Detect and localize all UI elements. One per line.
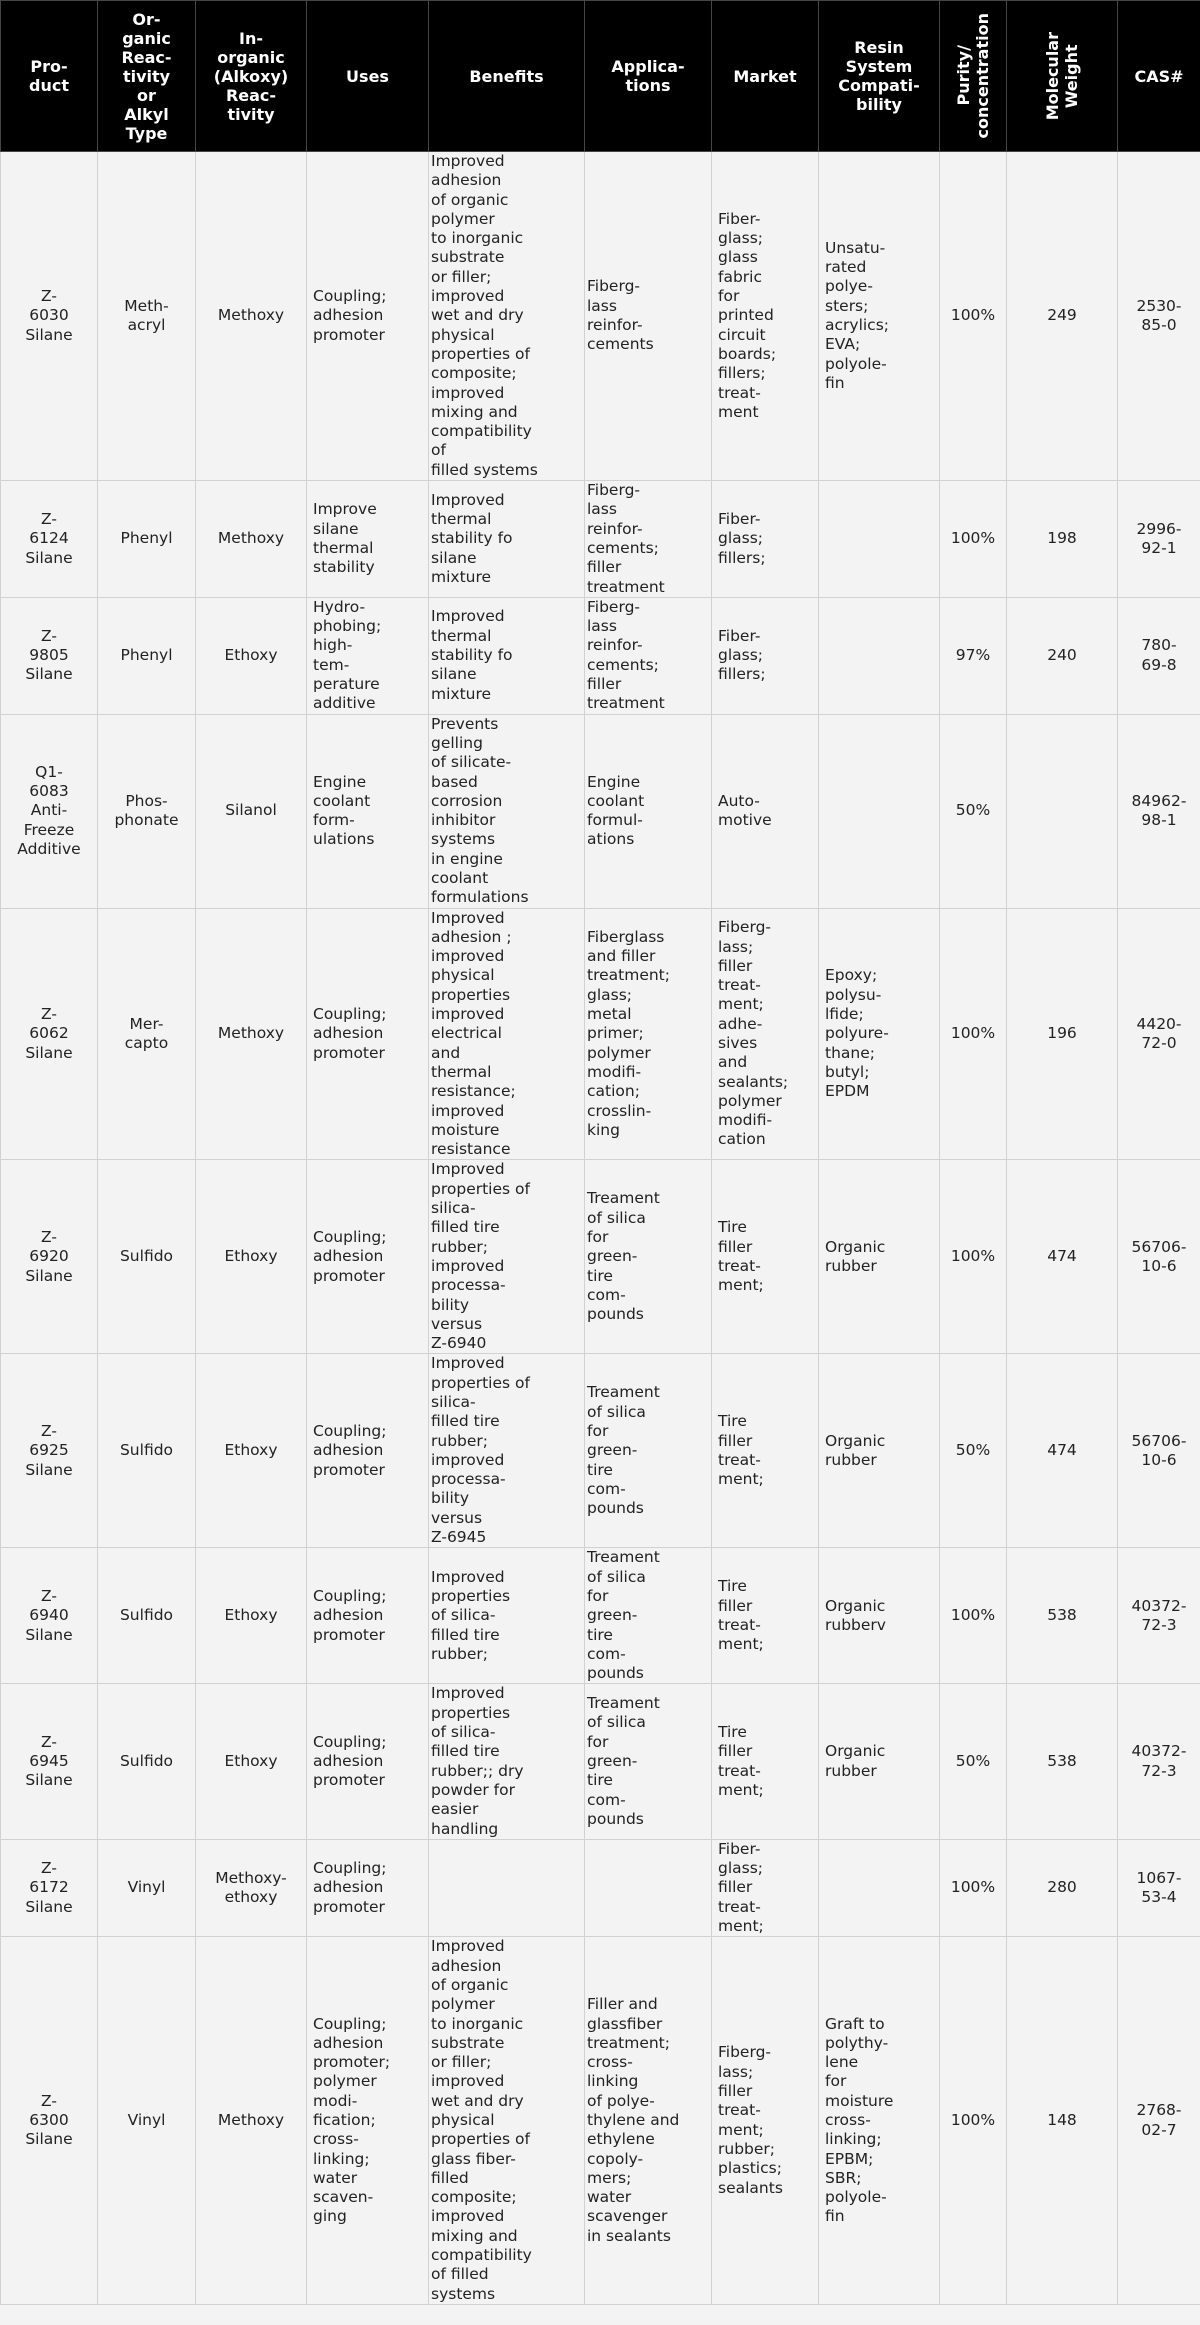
cell-resin-compatibility: Organic rubber bbox=[819, 1684, 940, 1839]
cell-benefits: Improved properties of silica- filled tire rubber;; dry powder for easier handling bbox=[429, 1684, 585, 1839]
cell-applications: Treament of silica for green- tire com- pounds bbox=[585, 1684, 712, 1839]
cell-molecular-weight: 198 bbox=[1007, 481, 1118, 598]
cell-product: Z- 6062 Silane bbox=[1, 908, 98, 1160]
cell-market: Fiber- glass; fillers; bbox=[712, 597, 819, 714]
cell-purity: 100% bbox=[940, 908, 1007, 1160]
cell-inorganic-reactivity: Methoxy- ethoxy bbox=[196, 1839, 307, 1936]
cell-inorganic-reactivity: Silanol bbox=[196, 714, 307, 908]
table-row bbox=[1, 1684, 1200, 1839]
cell-market: Tire filler treat- ment; bbox=[712, 1354, 819, 1548]
header-uses bbox=[307, 1, 429, 152]
table-row bbox=[1, 152, 1200, 481]
header-purity-label: Purity/ concentration bbox=[954, 13, 992, 139]
table-row bbox=[1, 908, 1200, 1160]
cell-resin-compatibility: Epoxy; polysu- lfide; polyure- thane; butyl; EPDM bbox=[819, 908, 940, 1160]
cell-purity: 50% bbox=[940, 714, 1007, 908]
cell-inorganic-reactivity: Ethoxy bbox=[196, 1548, 307, 1684]
cell-inorganic-reactivity: Methoxy bbox=[196, 1937, 307, 2305]
cell-molecular-weight: 474 bbox=[1007, 1354, 1118, 1548]
header-inorganic-reactivity bbox=[196, 1, 307, 152]
cell-purity: 50% bbox=[940, 1684, 1007, 1839]
header-benefits-label: Benefits bbox=[469, 66, 544, 86]
cell-organic-reactivity: Phenyl bbox=[98, 481, 196, 598]
table-row bbox=[1, 481, 1200, 598]
cell-resin-compatibility bbox=[819, 481, 940, 598]
cell-uses: Coupling; adhesion promoter bbox=[307, 1160, 429, 1354]
cell-inorganic-reactivity: Ethoxy bbox=[196, 1160, 307, 1354]
header-applications-label: Applica- tions bbox=[611, 57, 685, 95]
cell-uses: Hydro- phobing; high- tem- perature additive bbox=[307, 597, 429, 714]
cell-inorganic-reactivity: Ethoxy bbox=[196, 1354, 307, 1548]
header-market bbox=[712, 1, 819, 152]
cell-molecular-weight: 240 bbox=[1007, 597, 1118, 714]
cell-resin-compatibility: Organic rubber bbox=[819, 1354, 940, 1548]
cell-applications: Treament of silica for green- tire com- pounds bbox=[585, 1548, 712, 1684]
cell-resin-compatibility bbox=[819, 714, 940, 908]
cell-organic-reactivity: Sulfido bbox=[98, 1684, 196, 1839]
header-product bbox=[1, 1, 98, 152]
table-body bbox=[1, 152, 1200, 2305]
cell-market: Fiber- glass; glass fabric for printed circuit boards; fillers; treat- ment bbox=[712, 152, 819, 481]
cell-product: Z- 6920 Silane bbox=[1, 1160, 98, 1354]
cell-product: Z- 6945 Silane bbox=[1, 1684, 98, 1839]
cell-benefits: Improved adhesion of organic polymer to inorganic substrate or filler; improved wet and dry physical properties of composite; improved mixing and compatibility of filled systems bbox=[429, 152, 585, 481]
cell-product: Z- 6940 Silane bbox=[1, 1548, 98, 1684]
header-resin-compatibility-label: Resin System Compati- bility bbox=[838, 38, 920, 114]
header-product-label: Pro- duct bbox=[29, 57, 69, 95]
cell-market: Fiber- glass; filler treat- ment; bbox=[712, 1839, 819, 1936]
cell-inorganic-reactivity: Methoxy bbox=[196, 481, 307, 598]
header-cas bbox=[1118, 1, 1200, 152]
cell-molecular-weight: 474 bbox=[1007, 1160, 1118, 1354]
cell-product: Z- 6124 Silane bbox=[1, 481, 98, 598]
cell-benefits: Prevents gelling of silicate- based corrosion inhibitor systems in engine coolant formulations bbox=[429, 714, 585, 908]
cell-uses: Engine coolant form- ulations bbox=[307, 714, 429, 908]
header-market-label: Market bbox=[733, 66, 797, 86]
header-uses-label: Uses bbox=[346, 66, 389, 86]
table-row bbox=[1, 1354, 1200, 1548]
cell-uses: Coupling; adhesion promoter bbox=[307, 1684, 429, 1839]
cell-molecular-weight: 249 bbox=[1007, 152, 1118, 481]
cell-market: Auto- motive bbox=[712, 714, 819, 908]
cell-molecular-weight: 196 bbox=[1007, 908, 1118, 1160]
cell-resin-compatibility bbox=[819, 597, 940, 714]
cell-benefits: Improved properties of silica- filled tire rubber; improved processa- bility versus Z-6940 bbox=[429, 1160, 585, 1354]
cell-market: Tire filler treat- ment; bbox=[712, 1684, 819, 1839]
header-inorganic-reactivity-label: In- organic (Alkoxy) Reac- tivity bbox=[213, 28, 289, 124]
cell-applications: Fiberg- lass reinfor- cements bbox=[585, 152, 712, 481]
table-row bbox=[1, 1839, 1200, 1936]
cell-market: Fiber- glass; fillers; bbox=[712, 481, 819, 598]
cell-market: Fiberg- lass; filler treat- ment; adhe- sives and sealants; polymer modifi- cation bbox=[712, 908, 819, 1160]
cell-organic-reactivity: Sulfido bbox=[98, 1354, 196, 1548]
cell-cas: 780- 69-8 bbox=[1118, 597, 1200, 714]
cell-resin-compatibility: Organic rubber bbox=[819, 1160, 940, 1354]
cell-benefits bbox=[429, 1839, 585, 1936]
cell-molecular-weight: 538 bbox=[1007, 1548, 1118, 1684]
cell-purity: 100% bbox=[940, 1937, 1007, 2305]
cell-resin-compatibility bbox=[819, 1839, 940, 1936]
table-row bbox=[1, 597, 1200, 714]
header-molecular-weight bbox=[1007, 1, 1118, 152]
cell-product: Q1- 6083 Anti- Freeze Additive bbox=[1, 714, 98, 908]
cell-molecular-weight: 280 bbox=[1007, 1839, 1118, 1936]
cell-molecular-weight: 538 bbox=[1007, 1684, 1118, 1839]
cell-cas: 56706- 10-6 bbox=[1118, 1160, 1200, 1354]
cell-resin-compatibility: Graft to polythy- lene for moisture cross- linking; EPBM; SBR; polyole- fin bbox=[819, 1937, 940, 2305]
header-applications bbox=[585, 1, 712, 152]
header-organic-reactivity bbox=[98, 1, 196, 152]
cell-inorganic-reactivity: Methoxy bbox=[196, 908, 307, 1160]
cell-applications: Fiberglass and filler treatment; glass; metal primer; polymer modifi- cation; crosslin- king bbox=[585, 908, 712, 1160]
cell-market: Tire filler treat- ment; bbox=[712, 1548, 819, 1684]
cell-resin-compatibility: Organic rubberv bbox=[819, 1548, 940, 1684]
header-cas-label: CAS# bbox=[1134, 66, 1184, 86]
cell-cas: 4420- 72-0 bbox=[1118, 908, 1200, 1160]
cell-organic-reactivity: Vinyl bbox=[98, 1839, 196, 1936]
cell-market: Fiberg- lass; filler treat- ment; rubber; plastics; sealants bbox=[712, 1937, 819, 2305]
cell-purity: 100% bbox=[940, 481, 1007, 598]
cell-benefits: Improved thermal stability fo silane mixture bbox=[429, 481, 585, 598]
header-organic-reactivity-label: Or- ganic Reac- tivity or Alkyl Type bbox=[121, 9, 172, 143]
cell-uses: Coupling; adhesion promoter bbox=[307, 908, 429, 1160]
cell-applications: Engine coolant formul- ations bbox=[585, 714, 712, 908]
cell-organic-reactivity: Phos- phonate bbox=[98, 714, 196, 908]
cell-purity: 100% bbox=[940, 1548, 1007, 1684]
cell-cas: 84962- 98-1 bbox=[1118, 714, 1200, 908]
cell-uses: Improve silane thermal stability bbox=[307, 481, 429, 598]
cell-applications: Filler and glassfiber treatment; cross- linking of polye- thylene and ethylene copoly- mers; water scavenger in sealants bbox=[585, 1937, 712, 2305]
cell-inorganic-reactivity: Methoxy bbox=[196, 152, 307, 481]
cell-cas: 2768- 02-7 bbox=[1118, 1937, 1200, 2305]
cell-product: Z- 6300 Silane bbox=[1, 1937, 98, 2305]
cell-applications: Fiberg- lass reinfor- cements; filler treatment bbox=[585, 481, 712, 598]
cell-purity: 100% bbox=[940, 152, 1007, 481]
cell-purity: 97% bbox=[940, 597, 1007, 714]
cell-product: Z- 9805 Silane bbox=[1, 597, 98, 714]
cell-purity: 50% bbox=[940, 1354, 1007, 1548]
cell-molecular-weight bbox=[1007, 714, 1118, 908]
cell-benefits: Improved properties of silica- filled tire rubber; improved processa- bility versus Z-6945 bbox=[429, 1354, 585, 1548]
cell-product: Z- 6925 Silane bbox=[1, 1354, 98, 1548]
cell-product: Z- 6030 Silane bbox=[1, 152, 98, 481]
cell-cas: 2530- 85-0 bbox=[1118, 152, 1200, 481]
cell-cas: 40372- 72-3 bbox=[1118, 1684, 1200, 1839]
cell-product: Z- 6172 Silane bbox=[1, 1839, 98, 1936]
cell-uses: Coupling; adhesion promoter; polymer modi- fication; cross- linking; water scaven- ging bbox=[307, 1937, 429, 2305]
header-resin-compatibility bbox=[819, 1, 940, 152]
cell-inorganic-reactivity: Ethoxy bbox=[196, 1684, 307, 1839]
cell-cas: 40372- 72-3 bbox=[1118, 1548, 1200, 1684]
cell-organic-reactivity: Mer- capto bbox=[98, 908, 196, 1160]
table-row bbox=[1, 1548, 1200, 1684]
cell-applications: Fiberg- lass reinfor- cements; filler treatment bbox=[585, 597, 712, 714]
cell-benefits: Improved thermal stability fo silane mixture bbox=[429, 597, 585, 714]
cell-uses: Coupling; adhesion promoter bbox=[307, 1839, 429, 1936]
cell-cas: 1067- 53-4 bbox=[1118, 1839, 1200, 1936]
cell-organic-reactivity: Phenyl bbox=[98, 597, 196, 714]
cell-inorganic-reactivity: Ethoxy bbox=[196, 597, 307, 714]
cell-applications: Treament of silica for green- tire com- pounds bbox=[585, 1160, 712, 1354]
cell-market: Tire filler treat- ment; bbox=[712, 1160, 819, 1354]
cell-benefits: Improved properties of silica- filled tire rubber; bbox=[429, 1548, 585, 1684]
cell-purity: 100% bbox=[940, 1160, 1007, 1354]
cell-organic-reactivity: Sulfido bbox=[98, 1548, 196, 1684]
cell-organic-reactivity: Vinyl bbox=[98, 1937, 196, 2305]
table-header bbox=[1, 1, 1200, 152]
cell-organic-reactivity: Meth- acryl bbox=[98, 152, 196, 481]
table-row bbox=[1, 1937, 1200, 2305]
table-row bbox=[1, 1160, 1200, 1354]
cell-molecular-weight: 148 bbox=[1007, 1937, 1118, 2305]
header-benefits bbox=[429, 1, 585, 152]
cell-organic-reactivity: Sulfido bbox=[98, 1160, 196, 1354]
cell-resin-compatibility: Unsatu- rated polye- sters; acrylics; EVA; polyole- fin bbox=[819, 152, 940, 481]
cell-benefits: Improved adhesion ; improved physical properties improved electrical and thermal resistance; improved moisture resistance bbox=[429, 908, 585, 1160]
cell-applications: Treament of silica for green- tire com- pounds bbox=[585, 1354, 712, 1548]
header-purity bbox=[940, 1, 1007, 152]
cell-applications bbox=[585, 1839, 712, 1936]
cell-uses: Coupling; adhesion promoter bbox=[307, 152, 429, 481]
cell-purity: 100% bbox=[940, 1839, 1007, 1936]
cell-cas: 56706- 10-6 bbox=[1118, 1354, 1200, 1548]
header-row bbox=[1, 1, 1200, 152]
header-molecular-weight-label: Molecular Weight bbox=[1043, 31, 1081, 121]
cell-benefits: Improved adhesion of organic polymer to inorganic substrate or filler; improved wet and dry physical properties of glass fiber- filled composite; improved mixing and compatibility of filled systems bbox=[429, 1937, 585, 2305]
cell-uses: Coupling; adhesion promoter bbox=[307, 1354, 429, 1548]
table-row bbox=[1, 714, 1200, 908]
cell-uses: Coupling; adhesion promoter bbox=[307, 1548, 429, 1684]
cell-cas: 2996- 92-1 bbox=[1118, 481, 1200, 598]
